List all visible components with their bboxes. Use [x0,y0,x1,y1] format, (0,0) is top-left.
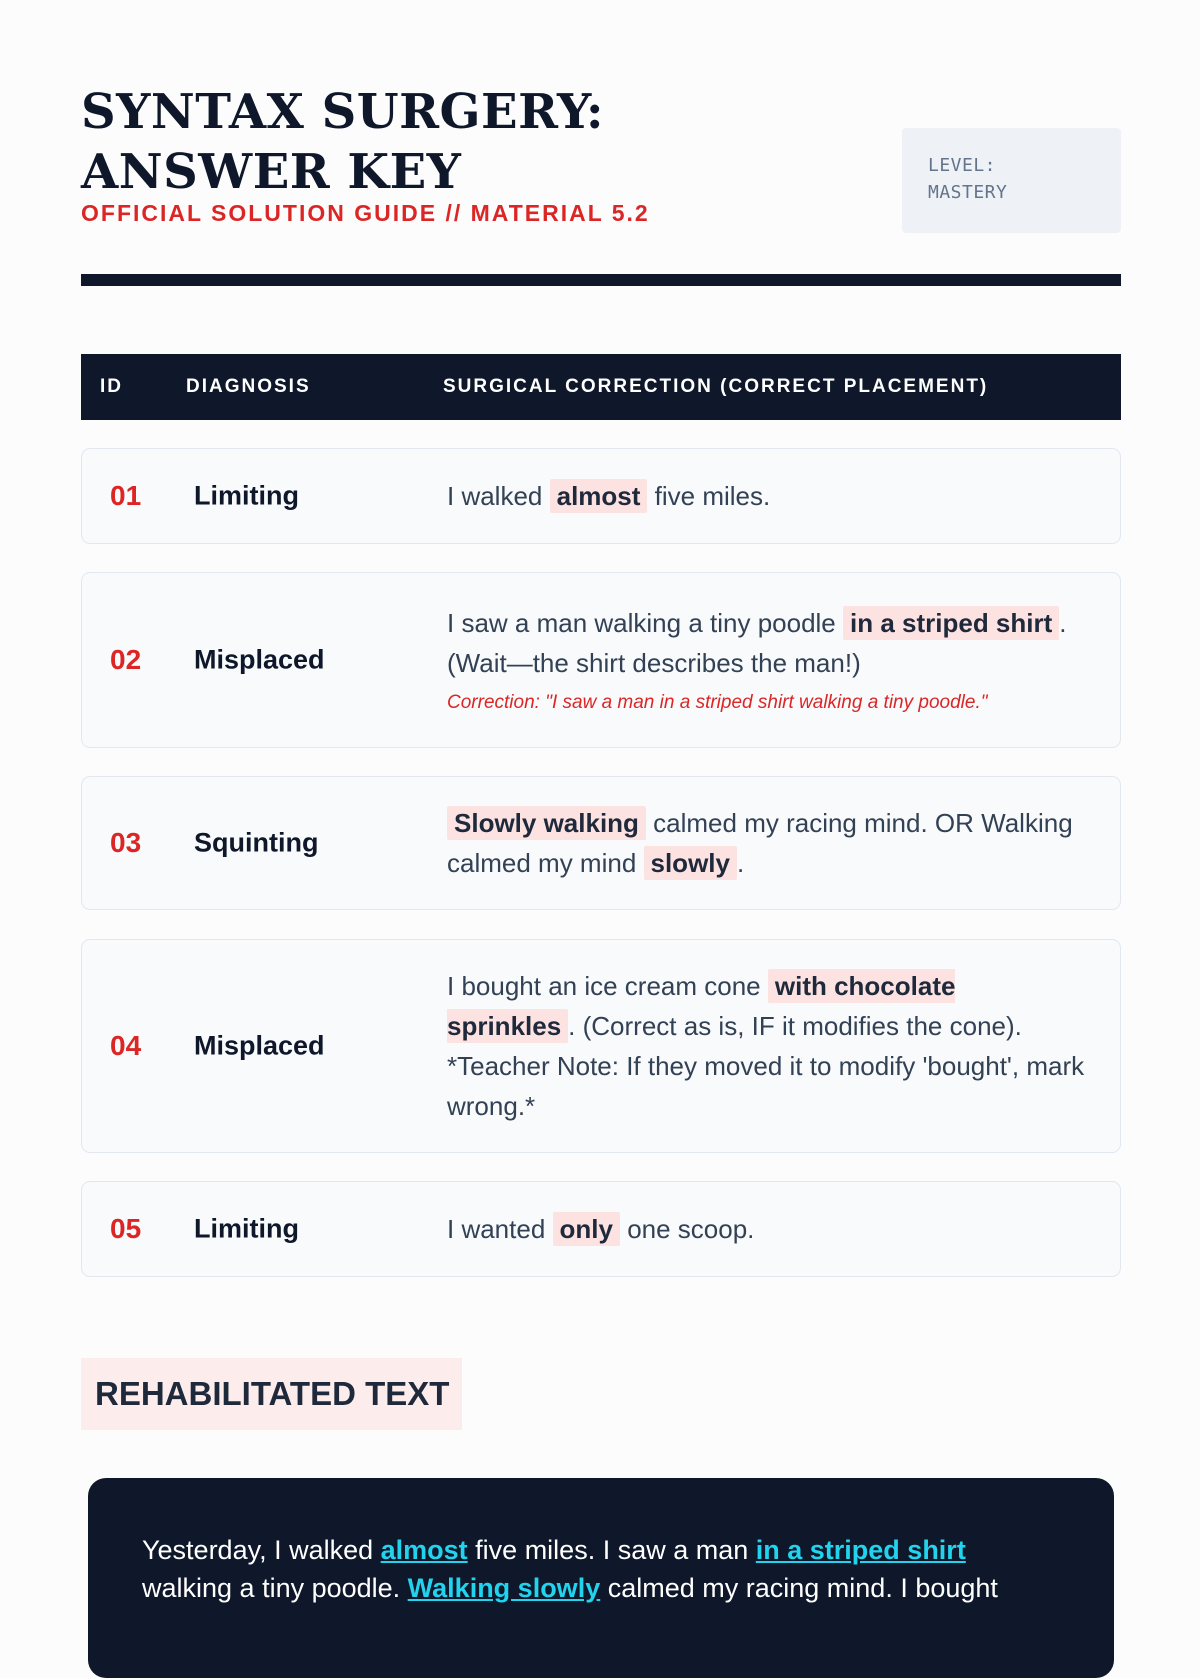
row-id: 01 [110,480,142,511]
corrected-modifier: almost [380,1535,468,1565]
correction-note: Correction: "I saw a man in a striped shirt walking a tiny poodle." [447,692,988,713]
row-diagnosis: Limiting [194,480,299,511]
row-correction [447,966,1090,1126]
header-divider [81,274,1121,286]
column-header-correction: SURGICAL CORRECTION (CORRECT PLACEMENT) [443,376,989,397]
row-id: 05 [110,1213,142,1244]
modifier-highlight: Slowly walking [447,806,646,840]
correction-text: calmed my racing mind. OR Walking calmed my mind [447,808,1073,878]
passage-text: calmed my racing mind. I bought [600,1573,998,1603]
row-id: 03 [110,827,142,858]
passage-text: walking a tiny poodle. [142,1573,408,1603]
correction-text: I wanted [447,1214,553,1244]
correction-text: . (Correct as is, IF it modifies the cone). *Teacher Note: If they moved it to modify 'bought', mark wrong.* [447,1011,1085,1121]
correction-text: . [736,848,745,878]
table-header [81,354,1121,420]
correction-text: I walked [447,481,550,511]
table-row [81,448,1121,544]
column-header-diagnosis: DIAGNOSIS [186,376,311,397]
level-label: LEVEL: [928,155,997,176]
section-title: REHABILITATED TEXT [81,1358,462,1430]
row-diagnosis: Squinting [194,827,319,858]
corrected-modifier: in a striped shirt [755,1535,966,1565]
modifier-highlight: with chocolate sprinkles [447,971,956,1041]
page-subtitle: OFFICIAL SOLUTION GUIDE // MATERIAL 5.2 [81,200,650,226]
correction-text: I bought an ice cream cone [447,971,768,1001]
row-id: 04 [110,1030,142,1061]
table-row [81,1181,1121,1277]
level-badge [902,128,1121,233]
row-id: 02 [110,644,142,675]
page-title: SYNTAX SURGERY: ANSWER KEY [81,84,605,200]
modifier-highlight: almost [550,479,648,513]
page-header [81,82,1121,242]
row-correction [447,1209,1090,1249]
corrected-modifier: Walking slowly [407,1573,601,1603]
level-value: MASTERY [928,182,1008,203]
column-header-id: ID [100,376,123,397]
row-correction [447,603,1090,717]
rehabilitated-passage [88,1478,1114,1678]
row-diagnosis: Misplaced [194,1030,325,1061]
correction-text: one scoop. [619,1214,755,1244]
modifier-highlight: only [553,1212,620,1246]
table-row [81,572,1121,748]
passage-text: five miles. I saw a man [467,1535,756,1565]
row-diagnosis: Misplaced [194,644,325,675]
correction-text: . (Wait—the shirt describes the man!) [447,608,1067,678]
modifier-highlight: in a striped shirt [843,606,1059,640]
modifier-highlight: slowly [644,846,737,880]
table-row [81,776,1121,910]
passage-text: Yesterday, I walked [142,1535,381,1565]
correction-text: five miles. [647,481,771,511]
row-correction [447,803,1090,883]
table-row [81,939,1121,1153]
row-diagnosis: Limiting [194,1213,299,1244]
correction-text: I saw a man walking a tiny poodle [447,608,843,638]
row-correction [447,476,1090,516]
